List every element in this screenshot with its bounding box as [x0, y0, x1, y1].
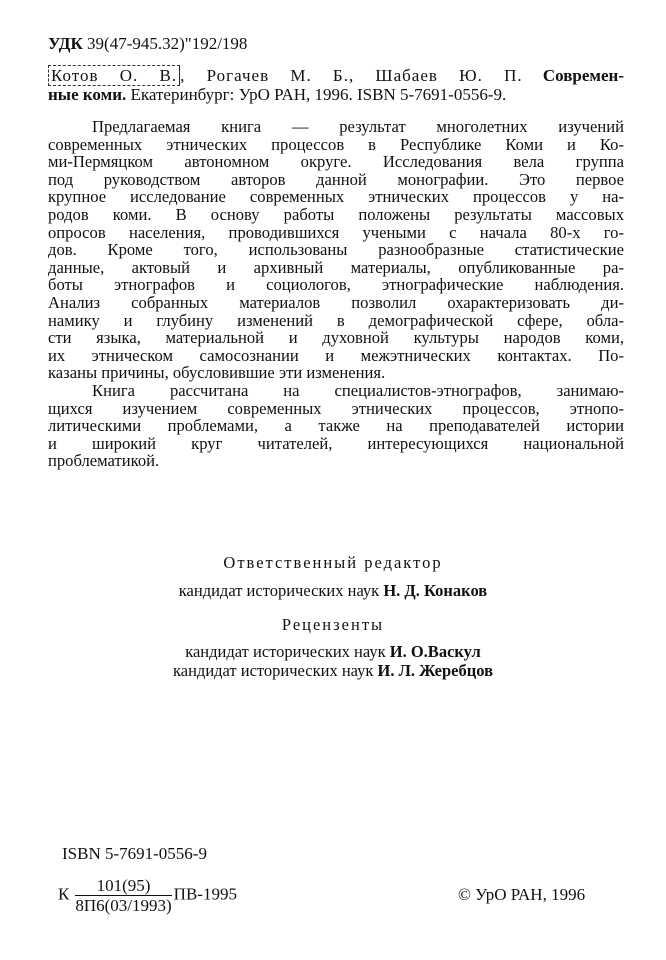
- abstract-line: родов коми. В основу работы положены результаты массовых: [48, 204, 624, 224]
- bibliographic-entry: [48, 66, 624, 104]
- abstract-line: намику и глубину изменений в демографической сфере, обла-: [48, 310, 624, 330]
- abstract-line: щихся изучением современных этнических процессов, этнопо-: [48, 398, 624, 418]
- abstract-line: сти языка, материальной и духовной культуры народов коми,: [48, 328, 624, 348]
- catalog-numerator: 101(95): [75, 876, 171, 896]
- reviewer-degree: кандидат исторических наук: [173, 661, 374, 680]
- book-title-part1: Современ-: [542, 66, 625, 85]
- abstract-line: Книга рассчитана на специалистов-этнографов, занимаю-: [92, 380, 624, 400]
- abstract-line: под руководством авторов данной монографии. Это первое: [48, 169, 624, 189]
- abstract-line: их этническом самосознании и межэтнических контактах. По-: [48, 345, 624, 365]
- catalog-suffix: ПВ-1995: [173, 884, 237, 904]
- reviewer-line: [0, 661, 666, 681]
- reviewer-name: И. О.Васкул: [389, 642, 481, 661]
- abstract-line: современных этнических процессов в Республике Коми и Ко-: [48, 134, 624, 154]
- isbn: ISBN 5-7691-0556-9: [62, 844, 207, 863]
- abstract-line: ми-Пермяцком автономном округе. Исследования вела группа: [48, 152, 624, 172]
- reviewer-line: [0, 642, 666, 662]
- abstract-line: казаны причины, обусловившие эти изменения.: [48, 363, 386, 383]
- reviewer-degree: кандидат исторических наук: [185, 642, 386, 661]
- copyright: © УрО РАН, 1996: [458, 885, 586, 904]
- editor-heading: Ответственный редактор: [223, 553, 443, 572]
- catalog-denominator: 8П6(03/1993): [75, 896, 172, 915]
- abstract-line: опросов населения, проводившихся учеными с начала 80-х го-: [48, 222, 624, 242]
- other-authors: , Рогачев М. Б., Шабаев Ю. П.: [180, 66, 523, 85]
- abstract-line: проблематикой.: [48, 451, 160, 471]
- abstract-line: данные, актовый и архивный материалы, опубликованные ра-: [48, 257, 624, 277]
- reviewers-heading: Рецензенты: [281, 615, 385, 634]
- reviewer-name: И. Л. Жеребцов: [377, 661, 493, 680]
- abstract-line: литическими проблемами, а также на преподавателей истории: [48, 416, 624, 436]
- abstract: [48, 118, 624, 470]
- book-title-part2: ные коми.: [48, 85, 127, 104]
- udk-line: [48, 34, 247, 54]
- udk-code: 39(47-945.32)"192/198: [87, 34, 248, 53]
- abstract-line: крупное исследование современных этнических процессов у на-: [48, 187, 624, 207]
- editor-degree: кандидат исторических наук: [178, 581, 380, 600]
- abstract-line: дов. Кроме того, использованы разнообразные статистические: [48, 240, 624, 260]
- abstract-line: Предлагаемая книга — результат многолетних изучений: [92, 117, 624, 136]
- abstract-line: боты этнографов и социологов, этнографические наблюдения.: [48, 275, 624, 295]
- catalog-prefix: К: [58, 884, 70, 904]
- imprint: Екатеринбург: УрО РАН, 1996. ISBN 5-7691-0556-9.: [130, 85, 507, 104]
- abstract-line: и широкий круг читателей, интересующихся национальной: [48, 433, 624, 453]
- udk-label: УДК: [48, 34, 83, 53]
- first-author: Котов О. В.: [48, 65, 180, 86]
- editor-line: [0, 581, 666, 601]
- editor-name: Н. Д. Конаков: [383, 581, 488, 600]
- abstract-line: Анализ собранных материалов позволил охарактеризовать ди-: [48, 292, 624, 312]
- catalog-index: [58, 876, 237, 915]
- catalog-fraction: [75, 876, 171, 915]
